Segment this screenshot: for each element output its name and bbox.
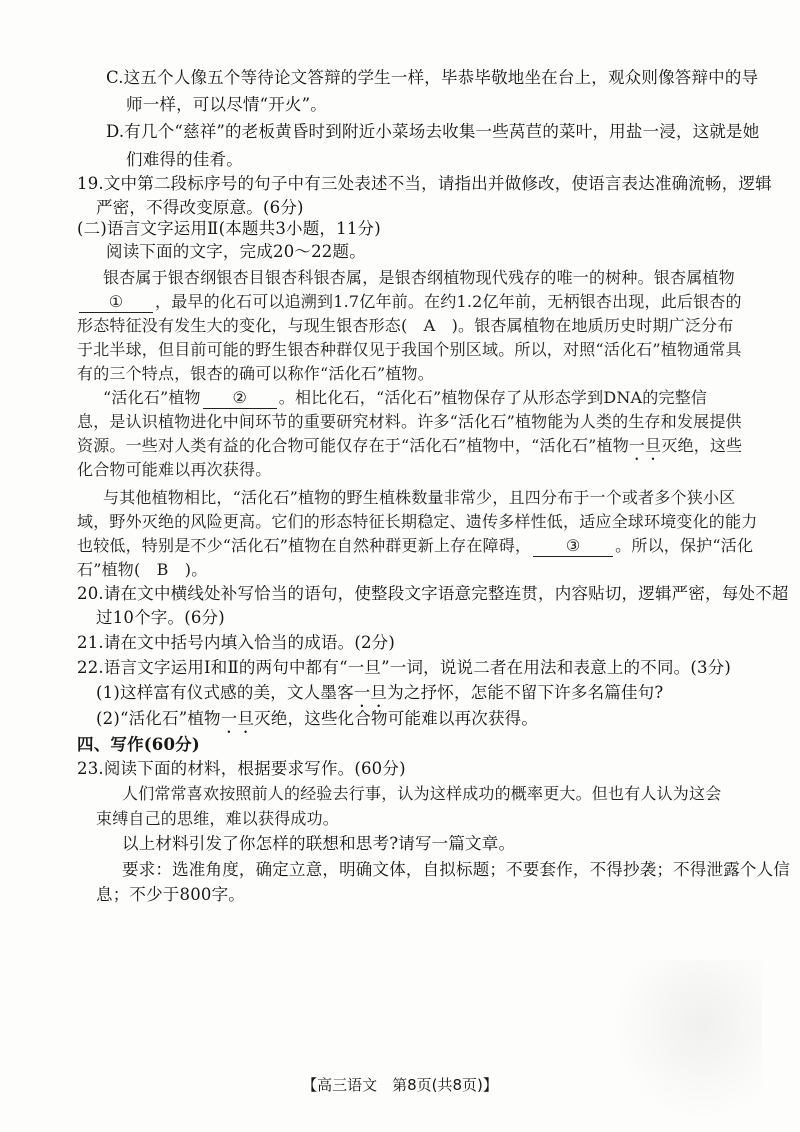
question-21: 21.请在文中括号内填入恰当的成语。(2分): [77, 633, 396, 652]
passage-p1-line5: 有的三个特点，银杏的确可以称作“活化石”植物。: [77, 364, 434, 383]
blank-2[interactable]: ②: [203, 388, 277, 409]
question-22-line1: 22.语言文字运用Ⅰ和Ⅱ的两句中都有“一旦”一词，说说二者在用法和表意上的不同。(3分): [77, 658, 732, 677]
blank-1[interactable]: ①: [79, 292, 153, 313]
passage-p1-line2-text: ，最早的化石可以追溯到1.7亿年前。在约1.2亿年前，无柄银杏出现，此后银杏的: [155, 292, 742, 311]
option-c-line1: C.这五个人像五个等待论文答辩的学生一样，毕恭毕敬地坐在台上，观众则像答辩中的导: [106, 68, 759, 87]
passage-p2-line3-b: 灭绝，这些: [661, 436, 743, 455]
sentence1-a: (1)这样富有仪式感的美，文人墨客: [96, 683, 354, 702]
blank-3[interactable]: ③: [533, 536, 613, 557]
prompt-line: 以上材料引发了你怎样的联想和思考?请写一篇文章。: [122, 834, 516, 853]
sentence2-b: 灭绝，这些化合物可能难以再次获得。: [254, 709, 539, 728]
section-2-instruction: 阅读下面的文字，完成20～22题。: [106, 242, 366, 261]
paper-stain: [612, 960, 762, 1120]
passage-p2-line4: 化合物可能难以再次获得。: [77, 460, 272, 479]
option-c-line2: 师一样，可以尽情“开火”。: [126, 95, 327, 114]
question-20-line2: 过10个字。(6分): [96, 608, 225, 627]
sentence1-yidan: 一旦: [353, 683, 388, 702]
emphasized-yidan: 一旦: [628, 436, 662, 455]
page-footer: 【高三语文 第8页(共8页)】: [302, 1076, 498, 1094]
passage-p1-line2: [77, 290, 742, 314]
passage-p2-line3-a: 资源。一些对人类有益的化合物可能仅存在于“活化石”植物中，“活化石”植物: [77, 436, 629, 455]
section-4-title: 四、写作(60分): [77, 735, 200, 754]
question-19-line2: 严密，不得改变原意。(6分): [96, 198, 304, 217]
passage-p1-line1: 银杏属于银杏纲银杏目银杏科银杏属，是银杏纲植物现代残存的唯一的树种。银杏属植物: [103, 268, 735, 287]
passage-p3-line3-rest: 。所以，保护“活化: [615, 536, 754, 555]
passage-p2-start: “活化石”植物: [103, 388, 201, 407]
sentence1-b: 为之抒怀，怎能不留下许多名篇佳句?: [387, 683, 664, 702]
passage-p1-line4: 于北半球，但目前可能的野生银杏种群仅见于我国个别区域。所以，对照“活化石”植物通常具: [77, 340, 742, 359]
passage-p3-line1: 与其他植物相比，“活化石”植物的野生植株数量非常少，且四分布于一个或者多个狭小区: [103, 488, 736, 507]
passage-p1-line3: 形态特征没有发生大的变化，与现生银杏形态( A )。银杏属植物在地质历史时期广泛分布: [77, 316, 734, 335]
passage-p3-line3-start: 也较低，特别是不少“活化石”植物在自然种群更新上存在障碍，: [77, 536, 532, 555]
question-19-line1: 19.文中第二段标序号的句子中有三处表述不当，请指出并做修改，使语言表达准确流畅，逻辑: [77, 174, 772, 193]
passage-p2-line1: [103, 386, 707, 410]
option-d-line2: 们难得的佳肴。: [126, 150, 243, 169]
requirements-line1: 要求：选准角度，确定立意，明确文体，自拟标题；不要套作，不得抄袭；不得泄露个人信: [122, 860, 790, 879]
requirements-line2: 息；不少于800字。: [96, 885, 245, 904]
passage-p3-line2: 域，野外灭绝的风险更高。它们的形态特征长期稳定、遗传多样性低，适应全球环境变化的能力: [77, 512, 758, 531]
passage-p3-line3: [77, 534, 753, 558]
sentence2-a: (2)“活化石”植物: [96, 709, 221, 728]
passage-p3-line4: 石”植物( B )。: [77, 560, 208, 579]
passage-p2-line2: 息，是认识植物进化中间环节的重要研究材料。许多“活化石”植物能为人类的生存和发展提供: [77, 412, 742, 431]
sentence2-yidan: 一旦: [220, 709, 255, 728]
section-2-title: (二)语言文字运用Ⅱ(本题共3小题，11分): [77, 219, 381, 238]
question-20-line1: 20.请在文中横线处补写恰当的语句，使整段文字语意完整连贯，内容贴切，逻辑严密，每处不超: [77, 584, 789, 603]
material-line2: 束缚自己的思维，难以获得成功。: [96, 809, 340, 828]
material-line1: 人们常常喜欢按照前人的经验去行事，认为这样成功的概率更大。但也有人认为这会: [122, 784, 722, 803]
passage-p2-line1-text: 。相比化石，“活化石”植物保存了从形态学到DNA的完整信: [278, 388, 708, 407]
question-23-line1: 23.阅读下面的材料，根据要求写作。(60分): [77, 759, 406, 778]
option-d-line1: D.有几个“慈祥”的老板黄昏时到附近小菜场去收集一些莴苣的菜叶，用盐一浸，这就是她: [106, 122, 760, 141]
